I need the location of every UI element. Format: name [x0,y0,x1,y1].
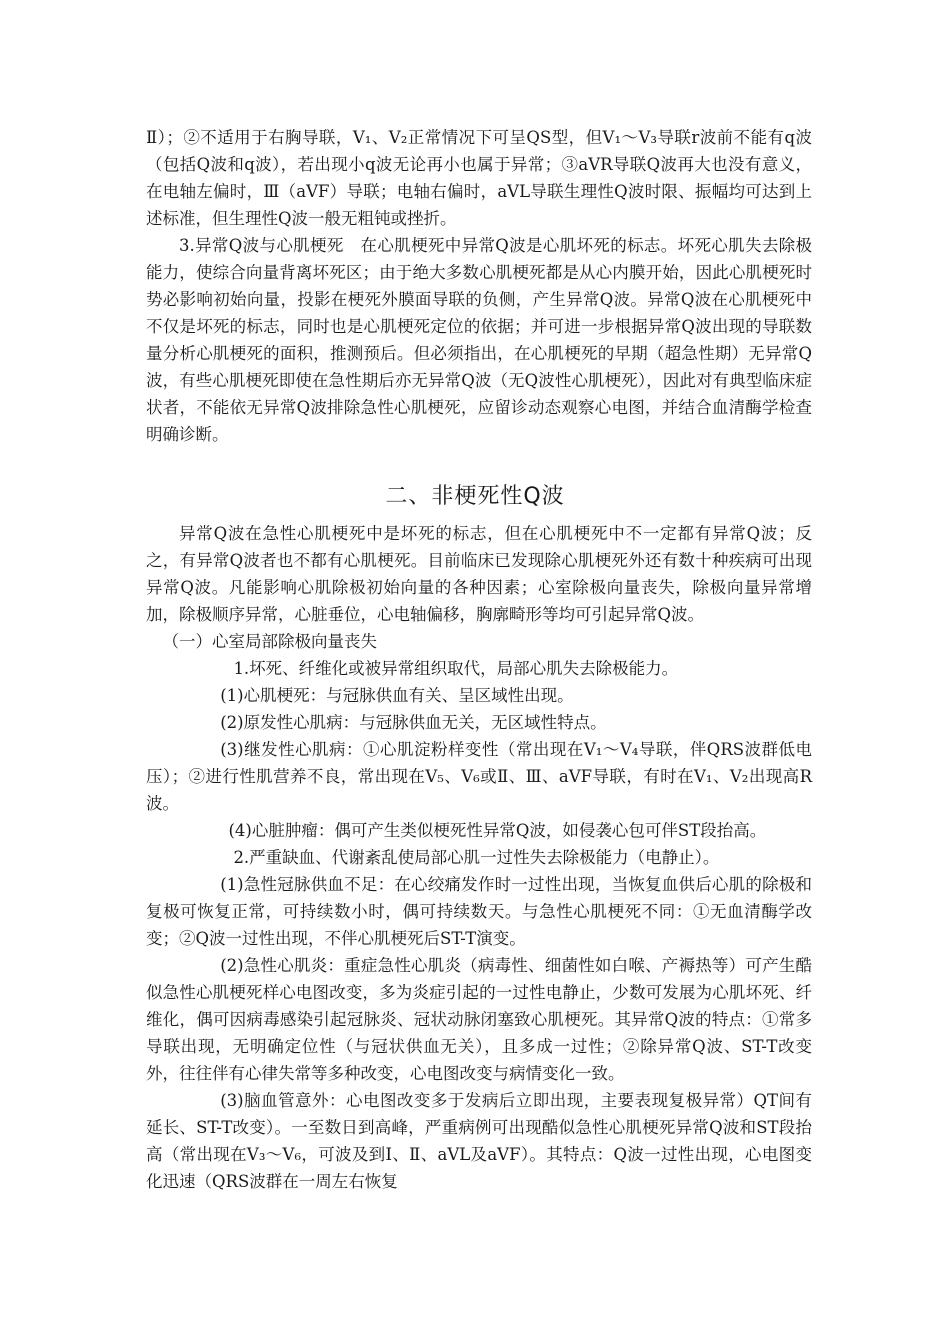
list-item-1-3: (3)继发性心肌病：①心肌淀粉样变性（常出现在V₁～V₄导联，伴QRS波群低电压）；②进行性肌营养不良，常出现在V₅、V₆或Ⅱ、Ⅲ、aVF导联，有时在V₁、V₂出现高R波。 [146,740,812,813]
list-item-1: 1.坏死、纤维化或被异常组织取代，局部心肌失去除极能力。 [233,659,679,678]
paragraph-q-wave-criteria-continued: Ⅱ）；②不适用于右胸导联，V₁、V₂正常情况下可呈QS型，但V₁～V₃导联r波前不能有q波（包括Q波和q波），若出现小q波无论再小也属于异常；③aVR导联Q波再大也没有意义，在电轴左偏时，Ⅲ（aVF）导联；电轴右偏时，aVL导联生理性Q波时限、振幅均可达到上述标准，但生理性Q波一般无粗钝或挫折。 [146,128,812,228]
paragraph-abnormal-q-wave-mi: 3.异常Q波与心肌梗死 在心肌梗死中异常Q波是心肌坏死的标志。坏死心肌失去除极能力，使综合向量背离坏死区；由于绝大多数心肌梗死都是从心内膜开始，因此心肌梗死时势必影响初始向量，投影在梗死外膜面导联的负侧，产生异常Q波。异常Q波在心肌梗死中不仅是坏死的标志，同时也是心肌梗死定位的依据；并可进一步根据异常Q波出现的导联数量分析心肌梗死的面积，推测预后。但必须指出，在心肌梗死的早期（超急性期）无异常Q波，有些心肌梗死即使在急性期后亦无异常Q波（无Q波性心肌梗死），因此对有典型临床症状者，不能依无异常Q波排除急性心肌梗死，应留诊动态观察心电图，并结合血清酶学检查明确诊断。 [146,236,812,444]
list-item-2: 2.严重缺血、代谢紊乱使局部心肌一过性失去除极能力（电静止）。 [233,848,720,867]
paragraph-non-infarction-intro: 异常Q波在急性心肌梗死中是坏死的标志，但在心肌梗死中不一定都有异常Q波；反之，有异常Q波者也不都有心肌梗死。目前临床已发现除心肌梗死外还有数十种疾病可出现异常Q波。凡能影响心肌除极初始向量的各种因素；心室除极向量丧失，除极向量异常增加，除极顺序异常，心脏垂位，心电轴偏移，胸廓畸形等均可引起异常Q波。 [146,524,812,624]
list-item-2-3: (3)脑血管意外：心电图改变多于发病后立即出现，主要表现复极异常）QT间有延长、ST-T改变）。一至数日到高峰，严重病例可出现酷似急性心肌梗死异常Q波和ST段抬高（常出现在V₃～V₆，可波及到Ⅰ、Ⅱ、aVL及aVF）。其特点：Q波一过性出现，心电图变化迅速（QRS波群在一周左右恢复 [146,1091,812,1191]
subheading-ventricular-vector-loss: （一）心室局部除极向量丧失 [162,632,377,651]
list-item-1-1: (1)心肌梗死：与冠脉供血有关、呈区域性出现。 [220,686,574,705]
list-item-1-4: (4)心脏肿瘤：偶可产生类似梗死性异常Q波，如侵袭心包可伴ST段抬高。 [228,821,767,840]
list-item-2-2: (2)急性心肌炎：重症急性心肌炎（病毒性、细菌性如白喉、产褥热等）可产生酷似急性心肌梗死样心电图改变，多为炎症引起的一过性电静止，少数可发展为心肌坏死、纤维化，偶可因病毒感染引起冠脉炎、冠状动脉闭塞致心肌梗死。其异常Q波的特点：①常多导联出现，无明确定位性（与冠状供血无关），且多成一过性；②除异常Q波、ST-T改变外，往往伴有心律失常等多种改变，心电图改变与病情变化一致。 [146,956,812,1083]
list-item-2-1: (1)急性冠脉供血不足：在心绞痛发作时一过性出现，当恢复血供后心肌的除极和复极可恢复正常，可持续数小时，偶可持续数天。与急性心肌梗死不同：①无血清酶学改变；②Q波一过性出现，不伴心肌梗死后ST-T演变。 [146,875,812,948]
section-2-body [146,520,812,1195]
list-item-1-2: (2)原发性心肌病：与冠脉供血无关，无区域性特点。 [220,713,607,732]
section-1-body [146,124,812,448]
section-heading: 二、非梗死性Q波 [385,484,565,509]
